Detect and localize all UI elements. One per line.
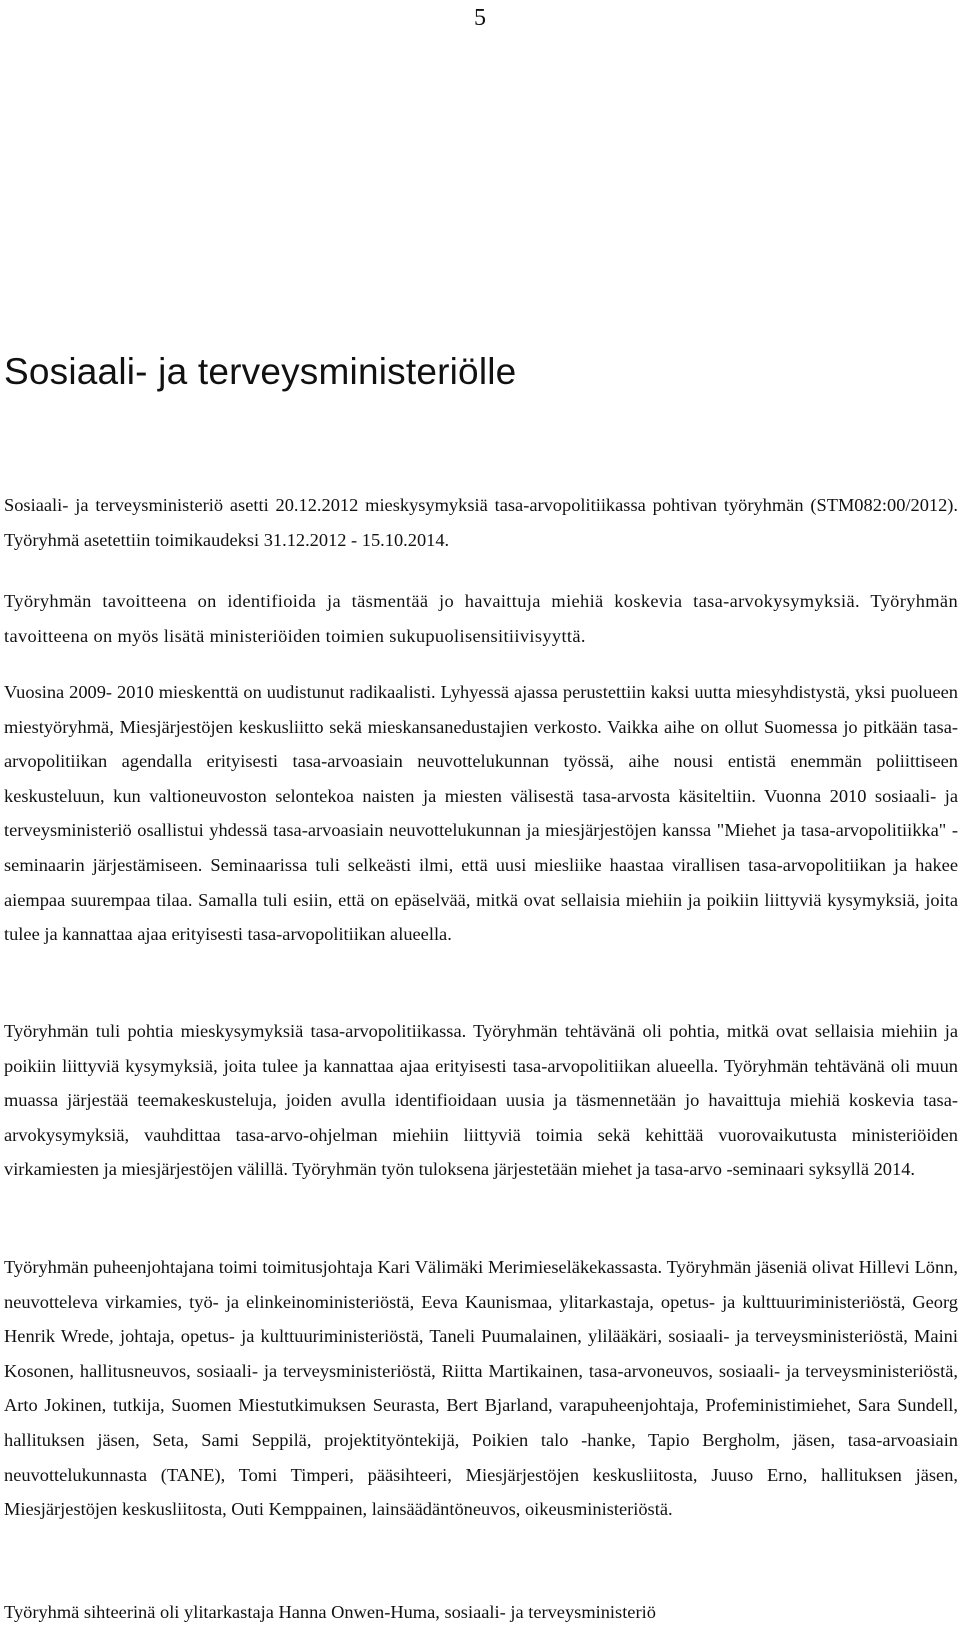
paragraph-goals: Työryhmän tavoitteena on identifioida ja täsmentää jo havaittuja miehiä koskevia tasa-arvokysymyksiä. Työryhmän tavoitteena on myös lisätä ministeriöiden toimien sukupuolisensitiivisyyttä. bbox=[4, 591, 958, 646]
paragraph-appointment: Sosiaali- ja terveysministeriö asetti 20.12.2012 mieskysymyksiä tasa-arvopolitiikassa pohtivan työryhmän (STM082:00/2012). Työryhmä asetettiin toimikaudeksi 31.12.2012 - 15.10.2014. bbox=[4, 495, 958, 550]
paragraph-members: Työryhmän puheenjohtajana toimi toimitusjohtaja Kari Välimäki Merimieseläkekassasta. Työryhmän jäseniä olivat Hillevi Lönn, neuvotteleva virkamies, työ- ja elinkeinoministeriöstä, Eeva Kaunismaa, ylitarkastaja, opetus- ja kulttuuriministeriöstä, Georg Henrik Wrede, johtaja, opetus- ja kulttuuriministeriöstä, Taneli Puumalainen, ylilääkäri, sosiaali- ja terveysministeriöstä, Maini Kosonen, hallitusneuvos, sosiaali- ja terveysministeriöstä, Riitta Martikainen, tasa-arvoneuvos, sosiaali- ja terveysministeriöstä, Arto Jokinen, tutkija, Suomen Miestutkimuksen Seurasta, Bert Bjarland, varapuheenjohtaja, Profeministimiehet, Sara Sundell, hallituksen jäsen, Seta, Sami Seppilä, projektityöntekijä, Poikien talo -hanke, Tapio Bergholm, jäsen, tasa-arvoasiain neuvottelukunnasta (TANE), Tomi Timperi, pääsihteeri, Miesjärjestöjen keskusliitosta, Juuso Erno, hallituksen jäsen, Miesjärjestöjen keskusliitosta, Outi Kemppainen, lainsäädäntöneuvos, oikeusministeriöstä. bbox=[4, 1257, 958, 1520]
paragraph-secretary: Työryhmä sihteerinä oli ylitarkastaja Hanna Onwen-Huma, sosiaali- ja terveysministeriö bbox=[4, 1602, 656, 1622]
paragraph-background: Vuosina 2009- 2010 mieskenttä on uudistunut radikaalisti. Lyhyessä ajassa perustettiin kaksi uutta miesyhdistystä, yksi puolueen miestyöryhmä, Miesjärjestöjen keskusliitto sekä mieskansanedustajien verkosto. Vaikka aihe on ollut Suomessa jo pitkään tasa-arvopolitiikan agendalla erityisesti tasa-arvoasiain neuvottelukunnan työssä, aihe nousi entistä enemmän poliittiseen keskusteluun, kun valtioneuvoston selontekoa naisten ja miesten välisestä tasa-arvosta käsiteltiin. Vuonna 2010 sosiaali- ja terveysministeriö osallistui yhdessä tasa-arvoasiain neuvottelukunnan ja miesjärjestöjen kanssa "Miehet ja tasa-arvopolitiikka" -seminaarin järjestämiseen. Seminaarissa tuli selkeästi ilmi, että uusi miesliike haastaa virallisen tasa-arvopolitiikan ja hakee aiempaa suurempaa tilaa. Samalla tuli esiin, että on epäselvää, mitkä ovat sellaisia miehiin ja poikiin liittyviä kysymyksiä, joita tulee ja kannattaa ajaa erityisesti tasa-arvopolitiikan alueella. bbox=[4, 682, 958, 945]
paragraph-tasks: Työryhmän tuli pohtia mieskysymyksiä tasa-arvopolitiikassa. Työryhmän tehtävänä oli pohtia, mitkä ovat sellaisia miehiin ja poikiin liittyviä kysymyksiä, joita tulee ja kannattaa ajaa erityisesti tasa-arvopolitiikan alueella. Työryhmän tehtävänä oli muun muassa järjestää teemakeskusteluja, joiden avulla identifioidaan uusia ja täsmennetään jo havaittuja miehiä koskevia tasa-arvokysymyksiä, vauhdittaa tasa-arvo-ohjelman miehiin liittyviä toimia sekä kehittää vuorovaikutusta ministeriöiden virkamiesten ja miesjärjestöjen välillä. Työryhmän työn tuloksena järjestetään miehet ja tasa-arvo -seminaari syksyllä 2014. bbox=[4, 1021, 958, 1180]
page-number: 5 bbox=[474, 5, 486, 31]
page-title: Sosiaali- ja terveysministeriölle bbox=[4, 351, 517, 392]
